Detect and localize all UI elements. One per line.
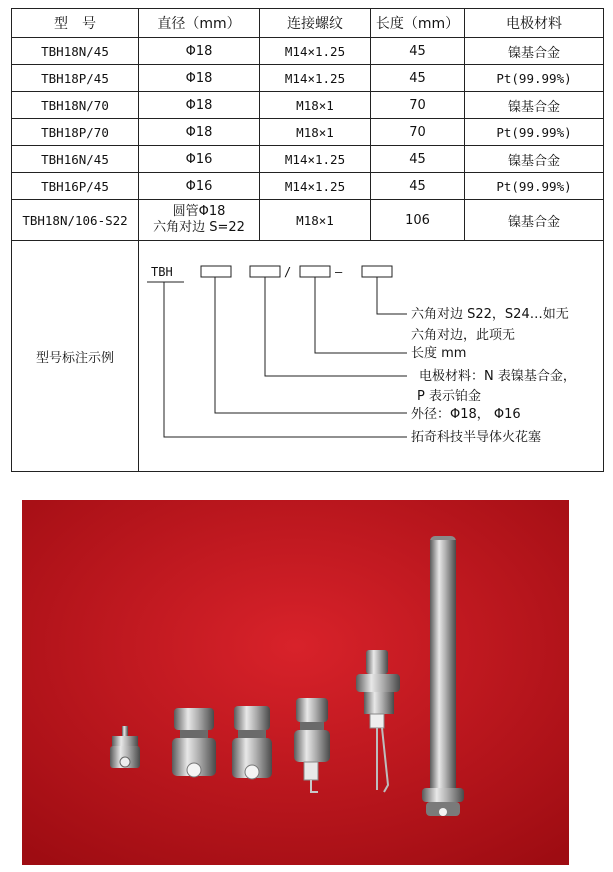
example-label: 型号标注示例: [12, 241, 139, 472]
spec-table: [11, 8, 604, 472]
table-header-row: [12, 9, 604, 38]
code-box-diameter: [201, 266, 231, 277]
cell-diameter: Φ18: [139, 65, 260, 92]
table-row: [12, 38, 604, 65]
cell-length: 45: [371, 65, 465, 92]
note-diameter: 外径：Φ18， Φ16: [411, 407, 521, 422]
cell-diameter: Φ18: [139, 92, 260, 119]
cell-thread: M18×1: [260, 119, 371, 146]
note-material-line1: 电极材料：N 表镍基合金，: [419, 369, 576, 384]
note-material-line2: P 表示铂金: [417, 389, 481, 404]
cell-diameter: Φ18: [139, 38, 260, 65]
cell-length: 70: [371, 119, 465, 146]
code-box-material: [250, 266, 280, 277]
spark-plug-m14-a: [172, 708, 216, 777]
cell-diameter: Φ16: [139, 173, 260, 200]
example-row: [12, 241, 604, 472]
example-diagram-cell: [139, 241, 604, 472]
leader-brand: [164, 282, 407, 437]
code-box-hex: [362, 266, 392, 277]
spark-plug-photo: [22, 500, 569, 865]
cell-model: TBH18P/70: [12, 119, 139, 146]
note-brand: 拓奇科技半导体火花塞: [411, 430, 542, 445]
red-cloth-background: [22, 500, 569, 865]
note-length: 长度 mm: [411, 346, 467, 361]
cell-material: Pt(99.99%): [465, 173, 604, 200]
cell-thread: M14×1.25: [260, 173, 371, 200]
cell-thread: M14×1.25: [260, 65, 371, 92]
cell-thread: M14×1.25: [260, 146, 371, 173]
cell-diameter: [139, 200, 260, 241]
code-box-length: [300, 266, 330, 277]
leader-length: [315, 277, 407, 353]
header-model: 型 号: [12, 9, 139, 38]
cell-thread: M18×1: [260, 92, 371, 119]
cell-model: TBH18N/70: [12, 92, 139, 119]
cell-model: TBH18N/45: [12, 38, 139, 65]
header-thread: 连接螺纹: [260, 9, 371, 38]
code-dash: —: [335, 265, 343, 279]
header-length: 长度（mm）: [371, 9, 465, 38]
leader-material: [265, 277, 407, 376]
cell-material: 镍基合金: [465, 146, 604, 173]
cell-model: TBH18P/45: [12, 65, 139, 92]
table-row: [12, 65, 604, 92]
table-row: [12, 92, 604, 119]
cell-length: 45: [371, 38, 465, 65]
model-code-diagram: [139, 241, 603, 471]
cell-length: 45: [371, 146, 465, 173]
cell-material: 镍基合金: [465, 38, 604, 65]
spark-plug-m18-a: [232, 706, 272, 779]
note-hex-line2: 六角对边，此项无: [411, 328, 516, 343]
cell-model: TBH16N/45: [12, 146, 139, 173]
diameter-line1: 圆管Φ18: [172, 204, 226, 219]
cell-thread: M18×1: [260, 200, 371, 241]
table-row: [12, 146, 604, 173]
cell-model: TBH16P/45: [12, 173, 139, 200]
table-row: [12, 173, 604, 200]
cell-material: Pt(99.99%): [465, 119, 604, 146]
cell-length: 106: [371, 200, 465, 241]
cell-length: 70: [371, 92, 465, 119]
table-row: [12, 119, 604, 146]
code-slash: /: [284, 265, 292, 279]
cell-diameter: Φ16: [139, 146, 260, 173]
cell-material: 镍基合金: [465, 200, 604, 241]
header-diameter: 直径（mm）: [139, 9, 260, 38]
note-hex-line1: 六角对边 S22，S24…如无: [411, 307, 569, 322]
cell-diameter: Φ18: [139, 119, 260, 146]
code-prefix: TBH: [151, 265, 173, 279]
cell-material: 镍基合金: [465, 92, 604, 119]
diameter-line2: 六角对边 S=22: [153, 220, 245, 235]
leader-hex: [377, 277, 407, 314]
cell-length: 45: [371, 173, 465, 200]
cell-material: Pt(99.99%): [465, 65, 604, 92]
cell-model: TBH18N/106-S22: [12, 200, 139, 241]
cell-thread: M14×1.25: [260, 38, 371, 65]
header-material: 电极材料: [465, 9, 604, 38]
leader-diameter: [215, 277, 407, 413]
table-row-last: [12, 200, 604, 241]
